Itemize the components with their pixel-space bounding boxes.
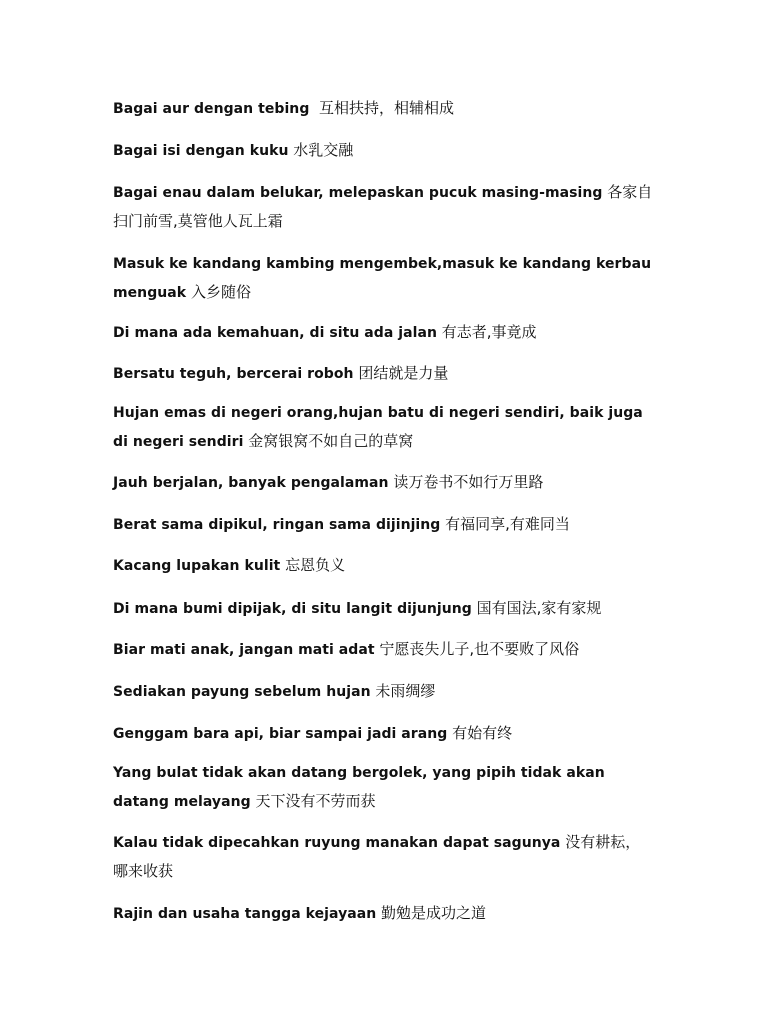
malay-proverb: Jauh berjalan, banyak pengalaman	[113, 475, 389, 491]
malay-proverb: Masuk ke kandang kambing mengembek,masuk ke kandang kerbau menguak	[113, 256, 652, 301]
chinese-translation: 团结就是力量	[358, 364, 449, 382]
proverb-entry	[113, 94, 653, 123]
chinese-translation: 没有耕耘，哪来收获	[113, 833, 641, 880]
chinese-translation: 各家自扫门前雪,莫管他人瓦上霜	[113, 183, 653, 230]
proverb-entry	[113, 249, 653, 307]
proverb-entry	[113, 899, 653, 928]
proverb-entry	[113, 318, 653, 347]
chinese-translation: 未雨绸缪	[375, 682, 436, 700]
proverb-entry	[113, 468, 653, 497]
malay-proverb: Yang bulat tidak akan datang bergolek, yang pipih tidak akan datang melayang	[113, 765, 605, 810]
proverb-entry	[113, 758, 653, 816]
proverb-entry	[113, 551, 653, 580]
proverb-entry	[113, 510, 653, 539]
malay-proverb: Kacang lupakan kulit	[113, 558, 281, 574]
chinese-translation: 有志者,事竟成	[441, 323, 537, 341]
proverb-entry	[113, 359, 653, 388]
chinese-translation: 读万卷书不如行万里路	[393, 473, 544, 491]
chinese-translation: 忘恩负义	[285, 556, 346, 574]
malay-proverb: Berat sama dipikul, ringan sama dijinjing	[113, 517, 441, 533]
proverb-entry	[113, 398, 653, 456]
chinese-translation: 入乡随俗	[190, 283, 251, 301]
chinese-translation: 天下没有不劳而获	[255, 792, 376, 810]
proverb-entry	[113, 828, 653, 885]
chinese-translation: 宁愿丧失儿子,也不要败了风俗	[379, 640, 580, 658]
malay-proverb: Bagai aur dengan tebing	[113, 101, 310, 117]
malay-proverb: Genggam bara api, biar sampai jadi arang	[113, 726, 448, 742]
malay-proverb: Bagai enau dalam belukar, melepaskan pucuk masing-masing	[113, 185, 603, 201]
malay-proverb: Sediakan payung sebelum hujan	[113, 684, 371, 700]
proverb-entry	[113, 635, 653, 664]
malay-proverb: Bagai isi dengan kuku	[113, 143, 289, 159]
malay-proverb: Rajin dan usaha tangga kejayaan	[113, 906, 377, 922]
chinese-translation: 水乳交融	[293, 141, 354, 159]
chinese-translation: 国有国法,家有家规	[476, 599, 602, 617]
proverb-entry	[113, 178, 653, 235]
malay-proverb: Di mana bumi dipijak, di situ langit dijunjung	[113, 601, 472, 617]
proverb-entry	[113, 136, 653, 165]
proverb-entry	[113, 719, 653, 748]
chinese-translation: 勤勉是成功之道	[381, 904, 487, 922]
proverb-entry	[113, 594, 653, 623]
malay-proverb: Bersatu teguh, bercerai roboh	[113, 366, 354, 382]
malay-proverb: Di mana ada kemahuan, di situ ada jalan	[113, 325, 437, 341]
chinese-translation: 互相扶持，相辅相成	[318, 99, 454, 117]
malay-proverb: Kalau tidak dipecahkan ruyung manakan dapat sagunya	[113, 835, 561, 851]
chinese-translation: 有始有终	[452, 724, 513, 742]
chinese-translation: 金窝银窝不如自己的草窝	[248, 432, 414, 450]
malay-proverb: Hujan emas di negeri orang,hujan batu di negeri sendiri, baik juga di negeri sendiri	[113, 405, 643, 450]
proverb-entry	[113, 677, 653, 706]
malay-proverb: Biar mati anak, jangan mati adat	[113, 642, 375, 658]
chinese-translation: 有福同享,有难同当	[445, 515, 570, 533]
